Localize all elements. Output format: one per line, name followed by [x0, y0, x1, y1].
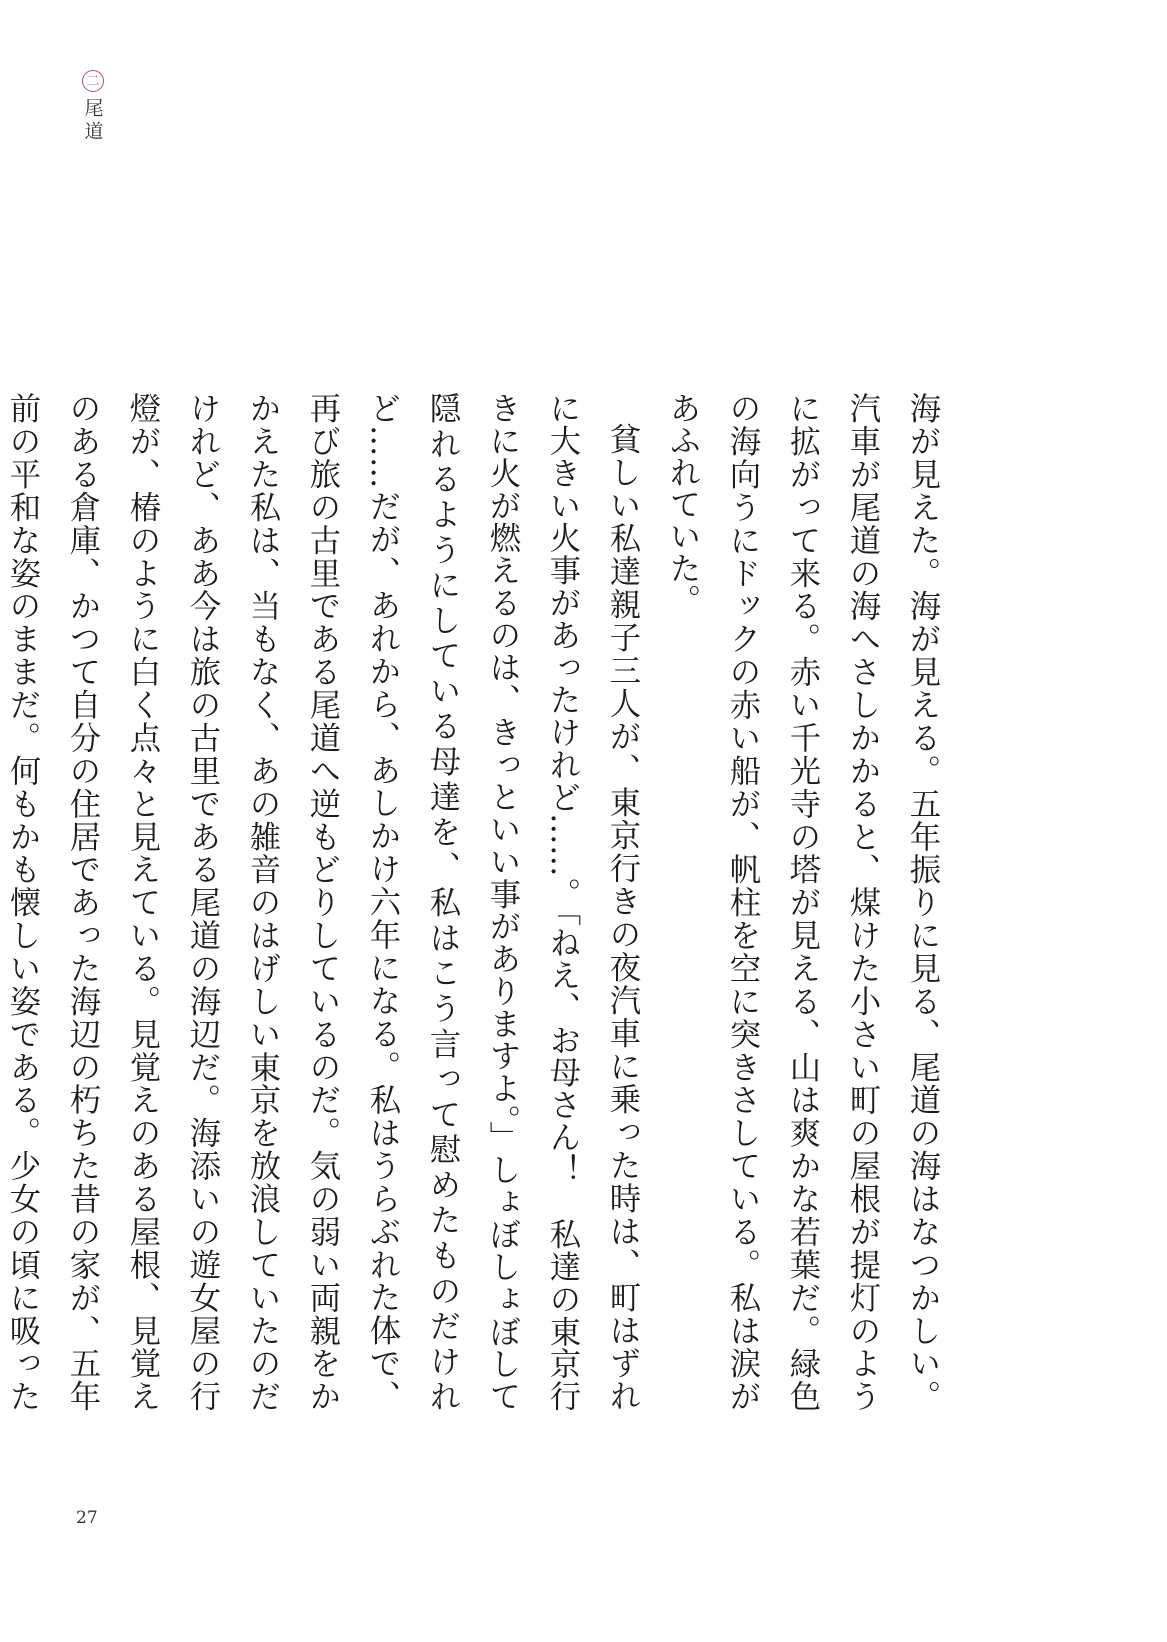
chapter-title: 尾道: [81, 98, 104, 144]
paragraph-2: 貧しい私達親子三人が、東京行きの夜汽車に乗った時は、町はずれに大きい火事があったけれど……。「ねえ、お母さん！ 私達の東京行きに火が燃えるのは、きっといい事がありますよ。」しょぼしょぼして隠れるようにしている母達を、私はこう言って慰めたものだけれど……だが、あれから、あしかけ六年になる。私はうらぶれた体で、再び旅の古里である尾道へ逆もどりしているのだ。気の弱い両親をかかえた私は、当もなく、あの雑音のはげしい東京を放浪していたのだけれど、ああ今は旅の古里である尾道の海辺だ。海添いの遊女屋の行燈が、椿のように白く点々と見えている。見覚えのある屋根、見覚えのある倉庫、かつて自分の住居であった海辺の朽ちた昔の家が、五年前の平和な姿のままだ。何もかも懐しい姿である。少女の頃に吸った: [4, 392, 640, 1412]
body-text: [4, 392, 952, 1412]
paragraph-1: 海が見えた。海が見える。五年振りに見る、尾道の海はなつかしい。汽車が尾道の海へさしかかると、煤けた小さい町の屋根が提灯のように拡がって来る。赤い千光寺の塔が見える、山は爽かな若葉だ。緑色の海向うにドックの赤い船が、帆柱を空に突きさしている。私は涙があふれていた。: [664, 392, 940, 1412]
page-number: 27: [76, 1508, 98, 1528]
chapter-marker: [76, 70, 110, 144]
chapter-number-badge: 二: [82, 70, 104, 92]
